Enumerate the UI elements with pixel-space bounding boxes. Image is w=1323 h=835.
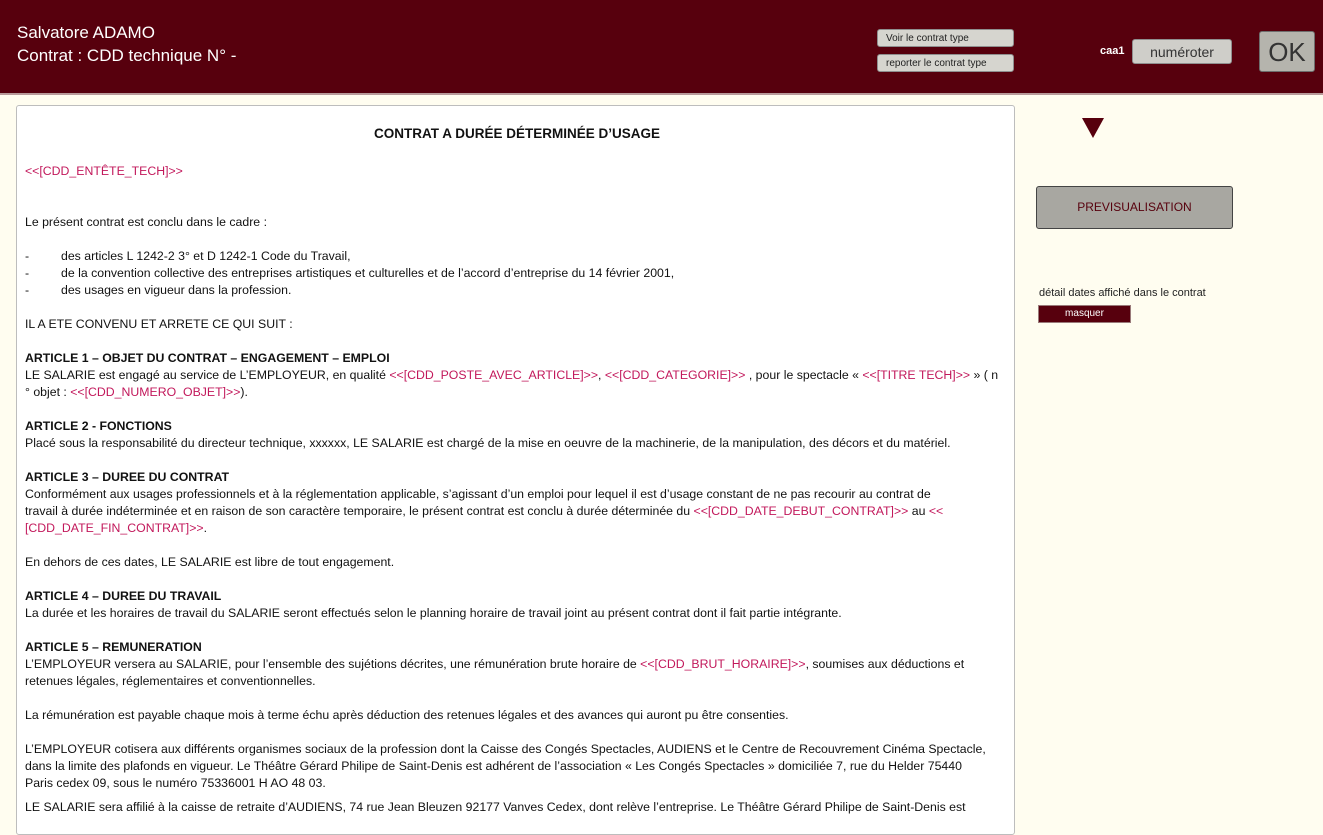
field-titre: <<[TITRE TECH]>> [862,368,971,382]
intro-text: Le présent contrat est conclu dans le cadre : [25,215,267,229]
dates-detail-label: détail dates affiché dans le contrat [1039,287,1206,299]
article-2-line-1: Placé sous la responsabilité du directeur technique, xxxxxx, LE SALARIE est chargé de la mise en oeuvre de la machinerie, de la manipulation, des décors et du matériel. [25,436,951,450]
view-template-button[interactable]: Voir le contrat type [877,29,1014,47]
header-bar [0,0,1323,95]
text: » ( n [970,368,999,382]
article-5-title: ARTICLE 5 – REMUNERATION [25,640,202,654]
document-title: CONTRAT A DURÉE DÉTERMINÉE D’USAGE [373,126,660,141]
text: . [203,521,207,535]
field-numero-objet: <<[CDD_NUMERO_OBJET]>> [70,385,241,399]
article-3-line-4: En dehors de ces dates, LE SALARIE est libre de tout engagement. [25,555,395,569]
article-5-line-4: L’EMPLOYEUR cotisera aux différents organismes sociaux de la profession dont la Caisse des Congés Spectacles, AUDIENS et le Centre de Recouvrement Cinéma Spectacle, [25,742,986,756]
article-5-line-7: LE SALARIE sera affilié à la caisse de retraite d’AUDIENS, 74 rue Jean Bleuzen 92177 Vanves Cedex, dont relève l’entreprise. Le Théâtre Gérard Philipe de Saint-Denis est [25,800,966,814]
article-5-line-1 [25,656,964,673]
field-brut-horaire: <<[CDD_BRUT_HORAIRE]>> [640,657,806,671]
article-5-line-5: dans la limite des plafonds en vigueur. Le Théâtre Gérard Philipe de Saint-Denis est adhérent de l’association « Les Congés Spectacles » domiciliée 7, rue du Helder 75440 [25,759,962,773]
article-4-line-1: La durée et les horaires de travail du SALARIE seront effectués selon le planning horaire de travail joint au présent contrat dont il fait partie intégrante. [25,606,842,620]
text: L’EMPLOYEUR versera au SALARIE, pour l’ensemble des sujétions décrites, une rémunération brute horaire de [25,657,641,671]
entete-field: <<[CDD_ENTÊTE_TECH]>> [25,164,183,178]
number-button[interactable]: numéroter [1132,39,1232,64]
hide-button[interactable]: masquer [1038,305,1131,323]
apply-template-button[interactable]: reporter le contrat type [877,54,1014,72]
bullet-text: des usages en vigueur dans la profession. [61,283,292,297]
text: ). [240,385,248,399]
article-1-line-2 [25,384,248,401]
article-3-line-3 [25,520,207,537]
bullet-text: de la convention collective des entreprises artistiques et culturelles et de l’accord d’entreprise du 14 février 2001, [61,266,675,280]
text: , pour le spectacle « [745,368,863,382]
contract-document[interactable] [16,105,1015,835]
bullet-dash: - [25,283,30,297]
text: , [598,368,605,382]
field-date-fin: [CDD_DATE_FIN_CONTRAT]>> [25,521,204,535]
article-3-line-1: Conformément aux usages professionnels et à la réglementation applicable, s’agissant d’un emploi pour lequel il est d’usage constant de ne pas recourir au contrat de [25,487,931,501]
field-date-debut: <<[CDD_DATE_DEBUT_CONTRAT]>> [693,504,909,518]
text: travail à durée indéterminée et en raison de son caractère temporaire, le présent contrat est conclu à durée déterminée du [25,504,694,518]
text: ° objet : [25,385,71,399]
article-2-title: ARTICLE 2 - FONCTIONS [25,419,172,433]
text: , soumises aux déductions et [805,657,965,671]
caa-label: caa1 [1100,45,1125,57]
bullet-text: des articles L 1242-2 3° et D 1242-1 Code du Travail, [61,249,351,263]
ok-button[interactable]: OK [1259,31,1315,72]
triangle-down-icon[interactable] [1082,118,1104,138]
text: LE SALARIE est engagé au service de L’EMPLOYEUR, en qualité [25,368,390,382]
employee-name: Salvatore ADAMO [17,23,155,42]
bullet-dash: - [25,266,30,280]
article-1-title: ARTICLE 1 – OBJET DU CONTRAT – ENGAGEMENT – EMPLOI [25,351,390,365]
bullet-dash: - [25,249,30,263]
field-poste: <<[CDD_POSTE_AVEC_ARTICLE]>> [389,368,599,382]
article-3-line-2 [25,503,943,520]
agreement-line: IL A ETE CONVENU ET ARRETE CE QUI SUIT : [25,317,293,331]
article-5-line-6: Paris cedex 09, sous le numéro 75336001 H AO 48 03. [25,776,326,790]
article-4-title: ARTICLE 4 – DUREE DU TRAVAIL [25,589,222,603]
contract-title: Contrat : CDD technique N° - [17,46,237,65]
field-categorie: <<[CDD_CATEGORIE]>> [604,368,746,382]
field-date-fin-start: << [928,504,944,518]
preview-button[interactable]: PREVISUALISATION [1036,186,1233,229]
text: au [908,504,929,518]
article-5-line-2: retenues légales, réglementaires et conventionnelles. [25,674,316,688]
article-5-line-3: La rémunération est payable chaque mois à terme échu après déduction des retenues légales et des avances qui auront pu être consenties. [25,708,789,722]
article-3-title: ARTICLE 3 – DUREE DU CONTRAT [25,470,230,484]
article-1-line-1 [25,367,998,384]
